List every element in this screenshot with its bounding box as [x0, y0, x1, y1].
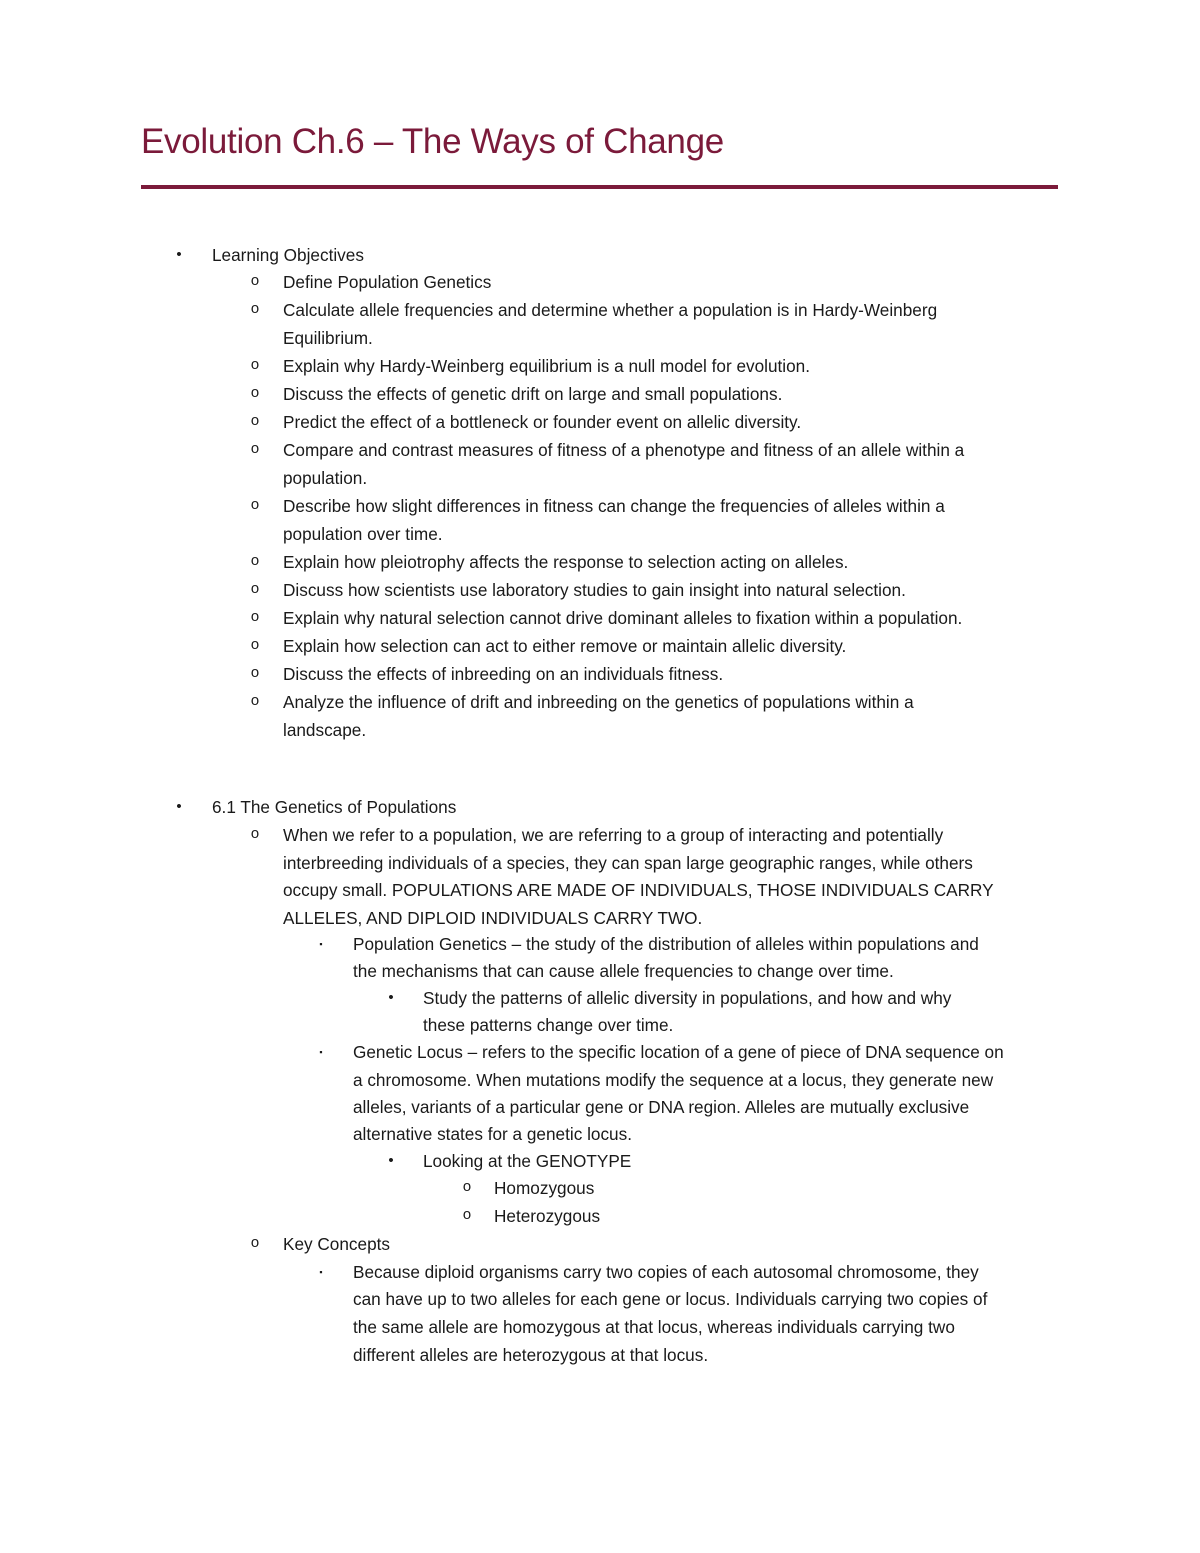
bullet-icon: • [176, 798, 182, 815]
objective-item: Explain how selection can act to either remove or maintain allelic diversity. [283, 636, 847, 656]
objective-item: Define Population Genetics [283, 272, 492, 292]
key-concepts-text: different alleles are heterozygous at that locus. [353, 1345, 709, 1365]
genotype-heading: Looking at the GENOTYPE [423, 1151, 632, 1171]
bullet-icon: • [388, 989, 394, 1006]
objective-item: Analyze the influence of drift and inbreeding on the genetics of populations within a [283, 692, 914, 712]
population-definition-text: When we refer to a population, we are referring to a group of interacting and potentially [283, 825, 944, 845]
population-definition-text: occupy small. POPULATIONS ARE MADE OF INDIVIDUALS, THOSE INDIVIDUALS CARRY [283, 880, 994, 900]
objective-item-continuation: landscape. [283, 720, 367, 740]
genetic-locus-definition: alleles, variants of a particular gene or DNA region. Alleles are mutually exclusive [353, 1097, 970, 1117]
square-bullet-icon: ▪ [319, 1267, 323, 1277]
objective-item: Discuss the effects of inbreeding on an individuals fitness. [283, 664, 724, 684]
bullet-icon: • [388, 1152, 394, 1169]
genetic-locus-definition: a chromosome. When mutations modify the sequence at a locus, they generate new [353, 1070, 994, 1090]
square-bullet-icon: ▪ [319, 939, 323, 949]
circle-bullet-icon: o [250, 637, 260, 654]
study-patterns-text: Study the patterns of allelic diversity in populations, and how and why [423, 988, 952, 1008]
genotype-item: Heterozygous [494, 1206, 601, 1226]
objective-item: Predict the effect of a bottleneck or founder event on allelic diversity. [283, 412, 802, 432]
circle-bullet-icon: o [250, 553, 260, 570]
population-definition-text: interbreeding individuals of a species, they can span large geographic ranges, while others [283, 853, 973, 873]
circle-bullet-icon: o [250, 357, 260, 374]
key-concepts-heading: Key Concepts [283, 1234, 391, 1254]
objective-item-continuation: population over time. [283, 524, 443, 544]
circle-bullet-icon: o [250, 826, 260, 843]
genetic-locus-definition: Genetic Locus – refers to the specific location of a gene of piece of DNA sequence on [353, 1042, 1004, 1062]
circle-bullet-icon: o [250, 693, 260, 710]
circle-bullet-icon: o [462, 1179, 472, 1196]
circle-bullet-icon: o [250, 301, 260, 318]
population-definition-text: ALLELES, AND DIPLOID INDIVIDUALS CARRY TWO. [283, 908, 703, 928]
circle-bullet-icon: o [250, 441, 260, 458]
document-title: Evolution Ch.6 – The Ways of Change [141, 122, 724, 161]
study-patterns-text: these patterns change over time. [423, 1015, 674, 1035]
objective-item: Discuss the effects of genetic drift on large and small populations. [283, 384, 783, 404]
circle-bullet-icon: o [250, 273, 260, 290]
circle-bullet-icon: o [250, 581, 260, 598]
key-concepts-text: the same allele are homozygous at that locus, whereas individuals carrying two [353, 1317, 955, 1337]
section-heading-learning-objectives: Learning Objectives [212, 245, 364, 265]
square-bullet-icon: ▪ [319, 1047, 323, 1057]
title-divider [141, 185, 1058, 189]
objective-item: Describe how slight differences in fitness can change the frequencies of alleles within a [283, 496, 945, 516]
objective-item: Discuss how scientists use laboratory studies to gain insight into natural selection. [283, 580, 906, 600]
circle-bullet-icon: o [250, 385, 260, 402]
objective-item: Explain why Hardy-Weinberg equilibrium is a null model for evolution. [283, 356, 811, 376]
objective-item: Compare and contrast measures of fitness of a phenotype and fitness of an allele within a [283, 440, 965, 460]
key-concepts-text: can have up to two alleles for each gene or locus. Individuals carrying two copies of [353, 1289, 988, 1309]
circle-bullet-icon: o [250, 665, 260, 682]
section-heading-genetics-of-populations: 6.1 The Genetics of Populations [212, 797, 457, 817]
circle-bullet-icon: o [250, 1235, 260, 1252]
population-genetics-definition: Population Genetics – the study of the distribution of alleles within populations and [353, 934, 979, 954]
key-concepts-text: Because diploid organisms carry two copies of each autosomal chromosome, they [353, 1262, 979, 1282]
objective-item: Explain why natural selection cannot drive dominant alleles to fixation within a population. [283, 608, 963, 628]
circle-bullet-icon: o [250, 413, 260, 430]
circle-bullet-icon: o [250, 497, 260, 514]
population-genetics-definition: the mechanisms that can cause allele frequencies to change over time. [353, 961, 894, 981]
circle-bullet-icon: o [250, 609, 260, 626]
bullet-icon: • [176, 246, 182, 263]
objective-item-continuation: Equilibrium. [283, 328, 373, 348]
objective-item: Explain how pleiotrophy affects the response to selection acting on alleles. [283, 552, 849, 572]
genotype-item: Homozygous [494, 1178, 595, 1198]
objective-item-continuation: population. [283, 468, 368, 488]
objective-item: Calculate allele frequencies and determine whether a population is in Hardy-Weinberg [283, 300, 938, 320]
circle-bullet-icon: o [462, 1207, 472, 1224]
genetic-locus-definition: alternative states for a genetic locus. [353, 1124, 632, 1144]
